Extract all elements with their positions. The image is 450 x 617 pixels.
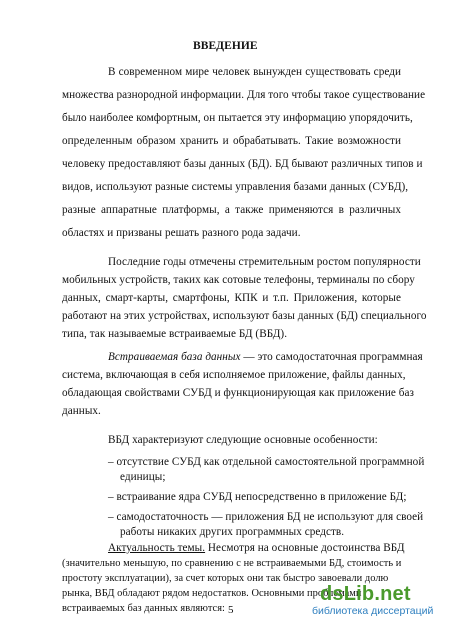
- paragraph-line: [108, 351, 423, 364]
- watermark-brand: dsLib.net: [320, 583, 411, 605]
- paragraph-line: простоту эксплуатации), за счет которых они так быстро завоевали долю: [62, 573, 389, 584]
- list-item: – встраивание ядра СУБД непосредственно в приложение БД;: [108, 491, 407, 503]
- section-label: Актуальность темы.: [108, 542, 206, 554]
- dslib-watermark-logo: [312, 583, 450, 617]
- paragraph-line: разные аппаратные платформы, а также применяются в различных: [62, 204, 401, 216]
- list-item-continuation: единицы;: [120, 471, 166, 483]
- paragraph-text: Несмотря на основные достоинства ВБД: [205, 542, 405, 554]
- paragraph-line: областях и призваны решать разного рода задачи.: [62, 227, 301, 239]
- paragraph-text: — это самодостаточная программная: [240, 351, 423, 363]
- paragraph-line: Последние годы отмечены стремительным ростом популярности: [108, 256, 421, 268]
- page-number: 5: [228, 604, 234, 616]
- paragraph-line: мобильных устройств, таких как сотовые телефоны, терминалы по сбору: [62, 274, 415, 286]
- paragraph-line: видов, используют разные системы управления базами данных (СУБД),: [62, 181, 409, 193]
- list-item-continuation: работы никаких других программных средств.: [120, 526, 345, 538]
- list-item: – самодостаточность — приложения БД не используют для своей: [108, 511, 424, 523]
- paragraph-line: было наиболее комфортным, он пытается эту информацию упорядочить,: [62, 112, 413, 124]
- paragraph-line: человеку предоставляют базы данных (БД). БД бывают различных типов и: [62, 158, 423, 170]
- paragraph-line: ВБД характеризуют следующие основные особенности:: [108, 434, 378, 446]
- paragraph-line: типа, так называемые встраиваемые БД (ВБД).: [62, 328, 288, 340]
- list-item: – отсутствие СУБД как отдельной самостоятельной программной: [108, 456, 425, 468]
- paragraph-line: [108, 542, 405, 555]
- paragraph-line: система, включающая в себя исполняемое приложение, файлы данных,: [62, 369, 406, 381]
- paragraph-line: рынка, ВБД обладают рядом недостатков. Основными проблемами: [62, 588, 362, 599]
- paragraph-line: данных.: [62, 405, 101, 417]
- paragraph-line: встраиваемых баз данных являются:: [62, 603, 225, 614]
- paragraph-line: данных, смарт-карты, смартфоны, КПК и т.п. Приложения, которые: [62, 292, 401, 304]
- paragraph-line: обладающая свойствами СУБД и функционирующая как приложение баз: [62, 387, 414, 399]
- page-heading: ВВЕДЕНИЕ: [193, 40, 258, 52]
- paragraph-line: (значительно меньшую, по сравнению с не встраиваемыми БД, стоимость и: [62, 558, 402, 569]
- defined-term: Встраиваемая база данных: [108, 351, 241, 363]
- paragraph-line: множества разнородной информации. Для того чтобы такое существование: [62, 89, 426, 101]
- paragraph-line: работают на этих устройствах, используют базы данных (БД) специального: [62, 310, 427, 322]
- paragraph-line: определенным образом хранить и обрабатывать. Такие возможности: [62, 135, 401, 147]
- paragraph-line: В современном мире человек вынужден существовать среди: [108, 66, 401, 78]
- watermark-subtitle: библиотека диссертаций: [312, 605, 434, 617]
